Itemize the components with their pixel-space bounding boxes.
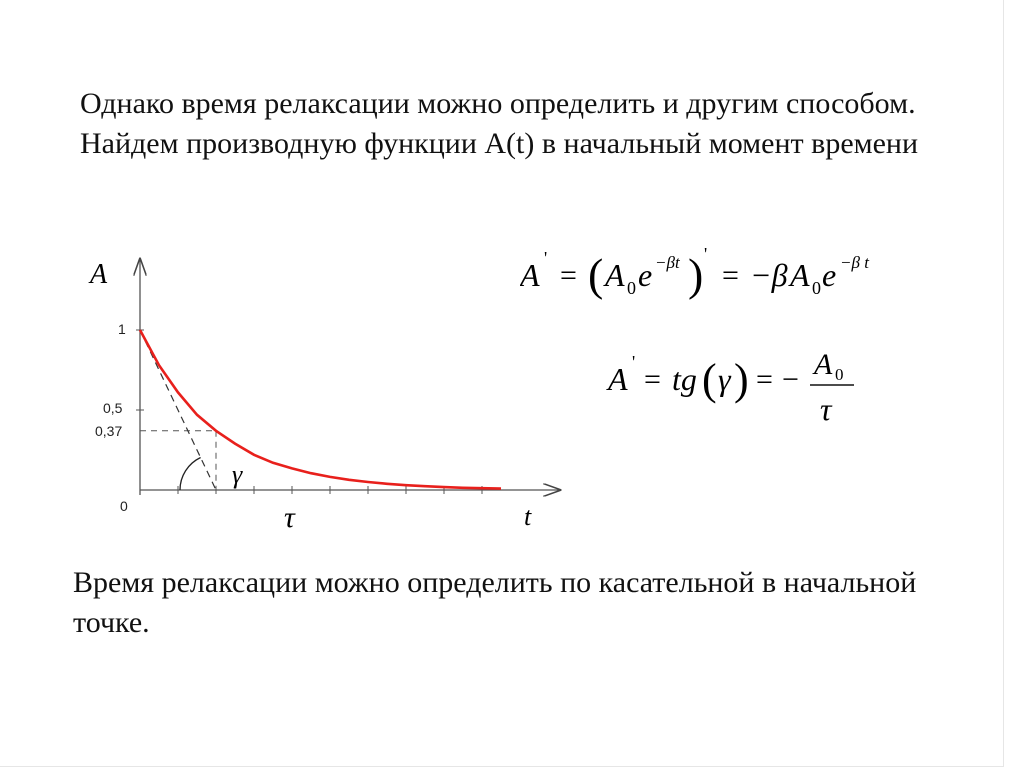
formula1-exp2: −β t xyxy=(840,253,869,272)
y-tick-label-1: 1 xyxy=(118,321,126,337)
formula2-denominator: τ xyxy=(820,391,832,427)
angle-arc xyxy=(180,458,201,491)
formula1-paren-open: ( xyxy=(588,249,604,300)
x-axis-label: t xyxy=(524,502,532,531)
formula2-minus: − xyxy=(782,363,799,396)
decay-curve xyxy=(140,330,501,489)
formula1-prime2: ' xyxy=(704,244,708,264)
formula1-exp1: −βt xyxy=(655,253,680,272)
formula2-numerator-sub: 0 xyxy=(835,365,844,384)
formula1-prime: ' xyxy=(544,248,548,268)
formulas-block xyxy=(520,238,920,438)
formula1-sub0: 0 xyxy=(627,278,636,298)
tangent-formula xyxy=(606,348,854,427)
formula2-paren-close: ) xyxy=(734,355,749,404)
y-tick-label-0-37: 0,37 xyxy=(95,423,123,439)
y-tick-label-0-5: 0,5 xyxy=(103,400,123,416)
formula1-a0-second: A xyxy=(790,257,810,293)
y-axis-label: A xyxy=(90,259,108,290)
tangent-line xyxy=(140,330,216,490)
formula1-paren-close: ) xyxy=(688,249,704,300)
formula1-eq2: = xyxy=(722,259,739,292)
formula1-a0: A xyxy=(605,257,625,293)
formula2-eq2: = xyxy=(756,363,773,396)
conclusion-paragraph: Время релаксации можно определить по касательной в начальной точке. xyxy=(73,566,917,639)
formula1-e: e xyxy=(638,257,653,293)
formula2-eq: = xyxy=(644,363,661,396)
formula2-gamma: γ xyxy=(718,361,731,397)
formula1-lhs: A xyxy=(520,257,540,293)
formula2-lhs: A xyxy=(608,361,628,397)
formula2-prime: ' xyxy=(632,352,636,372)
intro-paragraph: Однако время релаксации можно определить и другим способом. Найдем производную функции A(t) в начальный момент времени xyxy=(80,87,919,160)
formula1-e-second: e xyxy=(822,257,837,293)
derivative-formula xyxy=(520,244,870,300)
formula2-tg: tg xyxy=(672,361,697,397)
formula1-sub0-second: 0 xyxy=(812,278,821,298)
formula2-paren-open: ( xyxy=(702,355,717,404)
angle-gamma-label: γ xyxy=(232,460,243,489)
relaxation-chart xyxy=(70,245,570,540)
formula1-eq: = xyxy=(560,259,577,292)
formula2-numerator: A xyxy=(814,348,833,381)
y-tick-label-0: 0 xyxy=(120,498,128,514)
formula1-minus-beta: −β xyxy=(750,257,788,293)
x-tau-label: τ xyxy=(284,501,295,534)
